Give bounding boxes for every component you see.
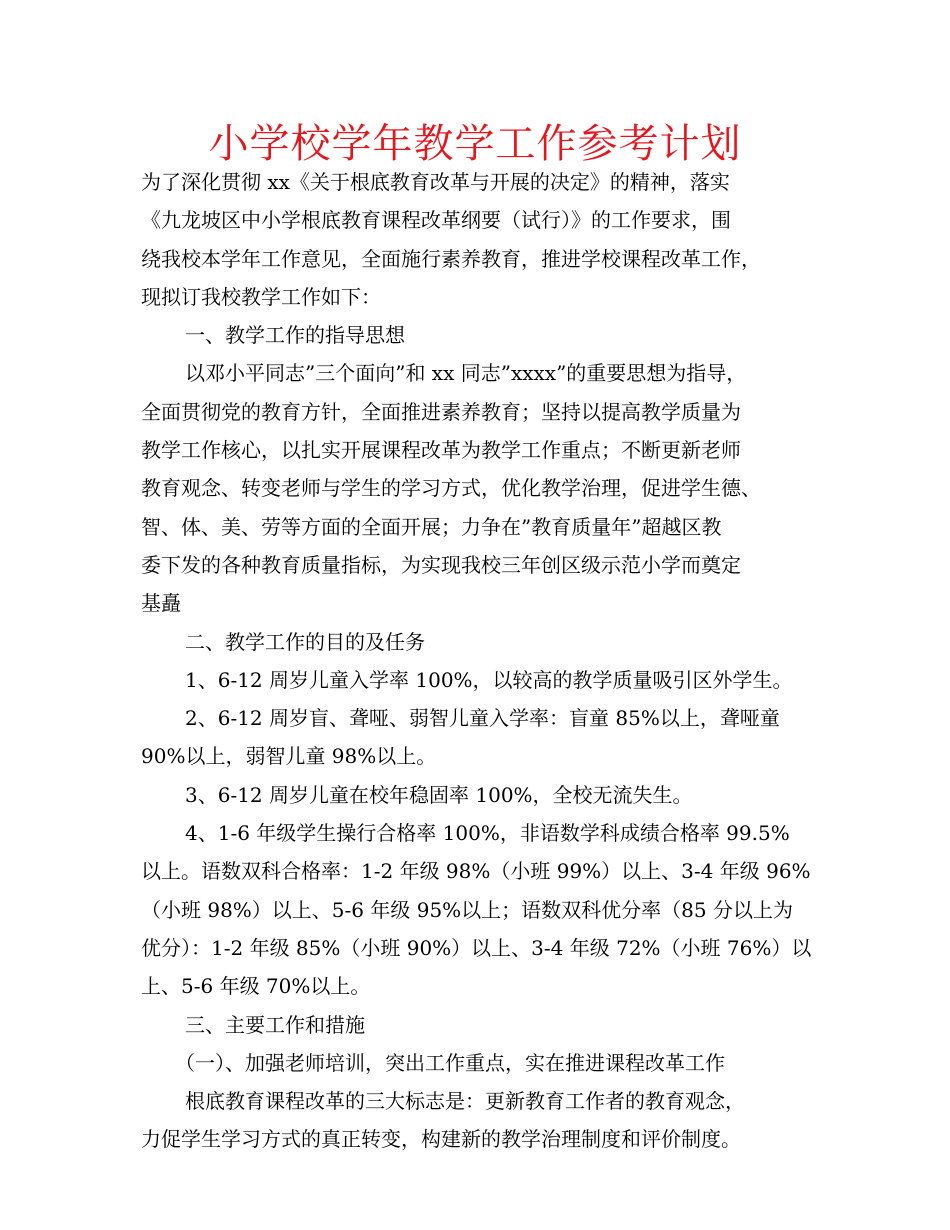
paragraph-line: 《九龙坡区中小学根底教育课程改革纲要（试行）》的工作要求，围 <box>141 208 731 233</box>
paragraph-line: （小班 98%）以上、5-6 年级 95%以上；语数双科优分率（85 分以上为 <box>141 897 793 922</box>
document-body <box>141 163 817 1159</box>
paragraph-line: 上、5-6 年级 70%以上。 <box>141 974 371 999</box>
paragraph-line: 绕我校本学年工作意见，全面施行素养教育，推进学校课程改革工作， <box>141 246 761 271</box>
section-heading: 二、教学工作的目的及任务 <box>185 629 425 654</box>
paragraph-line: 以邓小平同志”三个面向”和 xx 同志”xxxx”的重要思想为指导， <box>185 361 747 386</box>
section-heading: 三、主要工作和措施 <box>185 1012 365 1037</box>
section-heading: 一、教学工作的指导思想 <box>185 323 405 348</box>
list-item: 2、6-12 周岁盲、聋哑、弱智儿童入学率：盲童 85%以上，聋哑童 <box>185 706 780 731</box>
paragraph-line: 智、体、美、劳等方面的全面开展；力争在”教育质量年”超越区教 <box>141 514 722 539</box>
paragraph-line: 基矗 <box>141 591 181 616</box>
paragraph-line: 90%以上，弱智儿童 98%以上。 <box>141 744 437 769</box>
paragraph-line: 教学工作核心，以扎实开展课程改革为教学工作重点；不断更新老师 <box>141 438 741 463</box>
paragraph-line: 优分）：1-2 年级 85%（小班 90%）以上、3-4 年级 72%（小班 76%）以 <box>141 935 812 960</box>
paragraph-line: 现拟订我校教学工作如下： <box>141 284 381 309</box>
paragraph-line: 根底教育课程改革的三大标志是：更新教育工作者的教育观念， <box>185 1089 745 1114</box>
document-title: 小学校学年教学工作参考计划 <box>208 121 742 167</box>
paragraph-line: 全面贯彻党的教育方针，全面推进素养教育；坚持以提高教学质量为 <box>141 399 741 424</box>
paragraph-line: 为了深化贯彻 xx《关于根底教育改革与开展的决定》的精神，落实 <box>141 170 730 194</box>
list-item: 1、6-12 周岁儿童入学率 100%，以较高的教学质量吸引区外学生。 <box>185 667 793 692</box>
subsection-heading: （一）、加强老师培训，突出工作重点，实在推进课程改革工作 <box>175 1050 725 1075</box>
list-item: 3、6-12 周岁儿童在校年稳固率 100%，全校无流失生。 <box>185 782 693 807</box>
paragraph-line: 力促学生学习方式的真正转变，构建新的教学治理制度和评价制度。 <box>141 1127 741 1152</box>
list-item: 4、1-6 年级学生操行合格率 100%，非语数学科成绩合格率 99.5% <box>185 821 790 846</box>
paragraph-line: 以上。语数双科合格率：1-2 年级 98%（小班 99%）以上、3-4 年级 96% <box>141 859 811 884</box>
paragraph-line: 教育观念、转变老师与学生的学习方式，优化教学治理，促进学生德、 <box>141 476 761 501</box>
paragraph-line: 委下发的各种教育质量指标，为实现我校三年创区级示范小学而奠定 <box>141 552 741 577</box>
